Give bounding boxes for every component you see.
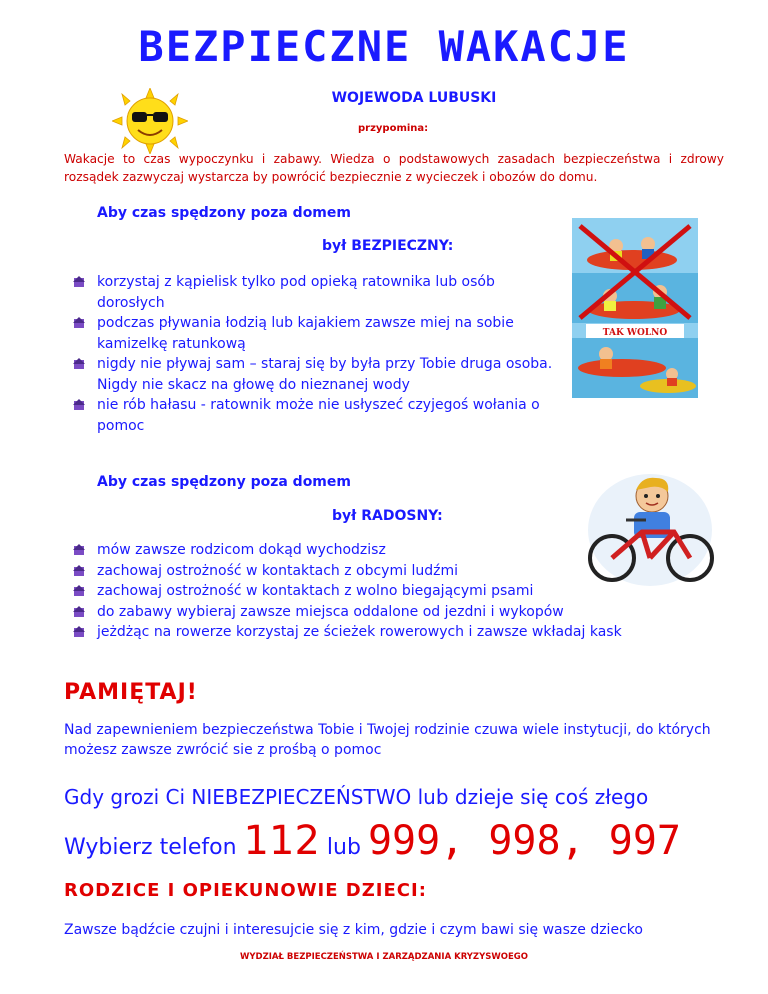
section2-heading-line1: Aby czas spędzony poza domem xyxy=(97,474,351,490)
phone-prefix: Wybierz telefon xyxy=(64,835,237,860)
poster-caption: TAK WOLNO xyxy=(602,328,668,338)
danger-text: Gdy grozi Ci NIEBEZPIECZEŃSTWO lub dzieje się coś złego xyxy=(64,785,649,809)
page-title: BEZPIECZNE WAKACJE xyxy=(138,22,630,71)
phone-others: 999, 998, 997 xyxy=(367,818,682,864)
list-item: do zabawy wybieraj zawsze miejsca oddalone od jezdni i wykopów xyxy=(73,602,713,623)
bullet-icon xyxy=(73,626,85,638)
section1-list xyxy=(73,272,553,436)
reminds-label: przypomina: xyxy=(358,123,429,134)
parents-text: Zawsze bądźcie czujni i interesujcie się z kim, gdzie i czym bawi się wasze dziecko xyxy=(64,922,643,938)
section1-heading-line1: Aby czas spędzony poza domem xyxy=(97,205,351,221)
section2-heading-line2: był RADOSNY: xyxy=(332,508,443,524)
list-item: zachowaj ostrożność w kontaktach z wolno biegającymi psami xyxy=(73,581,713,602)
list-item: jeżdżąc na rowerze korzystaj ze ścieżek rowerowych i zawsze wkładaj kask xyxy=(73,622,713,643)
remember-heading: PAMIĘTAJ! xyxy=(64,680,198,705)
parents-heading: RODZICE I OPIEKUNOWIE DZIECI: xyxy=(64,880,427,901)
bullet-icon xyxy=(73,565,85,577)
bullet-icon xyxy=(73,317,85,329)
bullet-icon xyxy=(73,276,85,288)
section1-heading-line2: był BEZPIECZNY: xyxy=(322,238,454,254)
phone-line xyxy=(64,818,681,864)
phone-or: lub xyxy=(326,835,361,860)
bicycle-boy-image xyxy=(586,470,714,588)
subtitle: WOJEWODA LUBUSKI xyxy=(331,90,497,106)
bullet-icon xyxy=(73,358,85,370)
bullet-icon xyxy=(73,544,85,556)
intro-text: Wakacje to czas wypoczynku i zabawy. Wiedza o podstawowych zasadach bezpieczeństwa i zdrowy rozsądek zazwyczaj wystarcza by powrócić bezpiecznie z wycieczek i obozów do domu. xyxy=(64,152,724,184)
footer: WYDZIAŁ BEZPIECZEŃSTWA I ZARZĄDZANIA KRYZYSWOEGO xyxy=(240,952,528,962)
list-item: mów zawsze rodzicom dokąd wychodzisz xyxy=(73,540,713,561)
list-item: podczas pływania łodzią lub kajakiem zawsze miej na sobie kamizelkę ratunkową xyxy=(73,313,553,354)
list-item: nigdy nie pływaj sam – staraj się by była przy Tobie druga osoba. Nigdy nie skacz na głowę do nieznanej wody xyxy=(73,354,553,395)
bullet-icon xyxy=(73,399,85,411)
list-item: nie rób hałasu - ratownik może nie usłyszeć czyjegoś wołania o pomoc xyxy=(73,395,553,436)
kayak-poster-image xyxy=(572,218,698,398)
remember-text: Nad zapewnieniem bezpieczeństwa Tobie i Twojej rodzinie czuwa wiele instytucji, do których możesz zawsze zwrócić sie z prośbą o pomoc xyxy=(64,722,711,758)
phone-main: 112 xyxy=(243,818,320,864)
list-item: zachowaj ostrożność w kontaktach z obcymi ludźmi xyxy=(73,561,713,582)
list-item: korzystaj z kąpielisk tylko pod opieką ratownika lub osób dorosłych xyxy=(73,272,553,313)
bullet-icon xyxy=(73,606,85,618)
bullet-icon xyxy=(73,585,85,597)
